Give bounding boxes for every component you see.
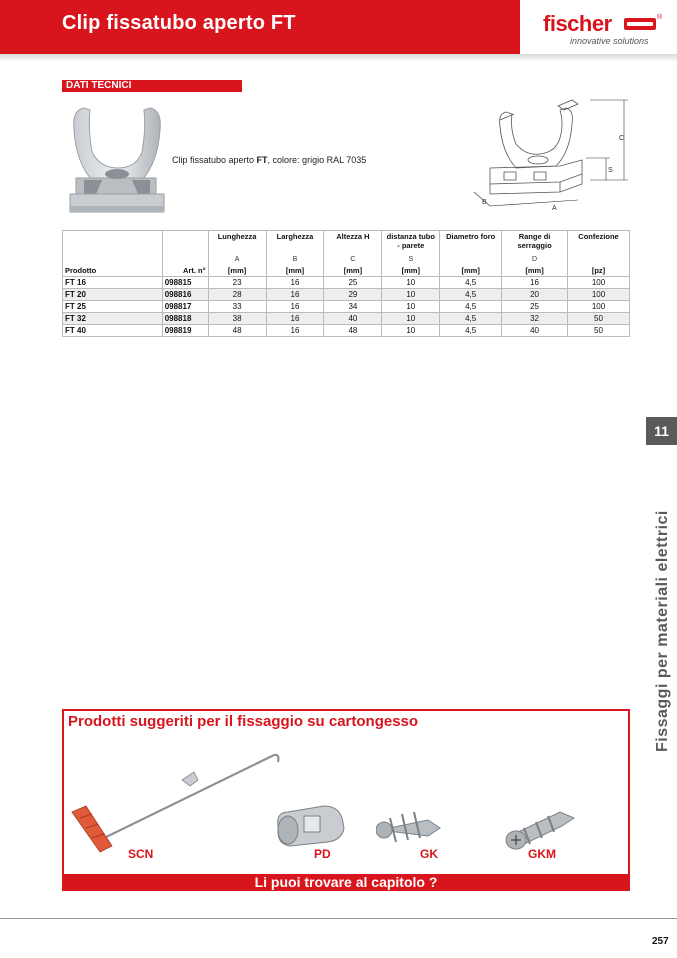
dim-label-a: A — [552, 205, 557, 212]
table-row — [63, 289, 630, 301]
table-cell: FT 16 — [63, 277, 163, 289]
column-symbol — [568, 255, 630, 265]
column-header: Larghezza — [266, 231, 324, 255]
product-label-gk: GK — [420, 847, 438, 861]
table-cell: 100 — [568, 289, 630, 301]
technical-table — [62, 230, 630, 337]
column-header: Range di serraggio — [502, 231, 568, 255]
scn-product-image — [66, 736, 286, 858]
column-symbol: C — [324, 255, 382, 265]
table-cell: FT 40 — [63, 325, 163, 337]
column-unit: Prodotto — [63, 265, 163, 277]
table-cell: 40 — [324, 313, 382, 325]
table-cell: FT 25 — [63, 301, 163, 313]
suggested-products-title: Prodotti suggeriti per il fissaggio su cartongesso — [68, 713, 419, 730]
column-unit: [mm] — [208, 265, 266, 277]
column-unit: [pz] — [568, 265, 630, 277]
table-cell: 4,5 — [440, 289, 502, 301]
page-title: Clip fissatubo aperto FT — [62, 12, 296, 34]
table-cell: 28 — [208, 289, 266, 301]
table-cell: 29 — [324, 289, 382, 301]
table-cell: 33 — [208, 301, 266, 313]
table-cell: FT 20 — [63, 289, 163, 301]
column-symbol — [162, 255, 208, 265]
table-cell: 100 — [568, 277, 630, 289]
table-cell: 098816 — [162, 289, 208, 301]
dim-label-c: C — [619, 135, 625, 142]
table-symbol-row — [63, 255, 630, 265]
table-cell: 20 — [502, 289, 568, 301]
column-header: Diametro foro — [440, 231, 502, 255]
table-row — [63, 313, 630, 325]
table-header-row — [63, 231, 630, 255]
table-cell: 098819 — [162, 325, 208, 337]
table-cell: 100 — [568, 301, 630, 313]
column-symbol — [440, 255, 502, 265]
table-cell: 32 — [502, 313, 568, 325]
table-cell: 40 — [502, 325, 568, 337]
table-cell: 10 — [382, 313, 440, 325]
product-label-pd: PD — [314, 847, 331, 861]
table-cell: 16 — [266, 313, 324, 325]
table-cell: 098817 — [162, 301, 208, 313]
table-unit-row — [63, 265, 630, 277]
column-symbol: D — [502, 255, 568, 265]
chapter-reference-banner: Li puoi trovare al capitolo ? — [62, 874, 630, 891]
table-cell: 4,5 — [440, 325, 502, 337]
column-unit: [mm] — [440, 265, 502, 277]
table-cell: 4,5 — [440, 313, 502, 325]
section-label: DATI TECNICI — [62, 80, 242, 92]
table-cell: 10 — [382, 277, 440, 289]
pd-product-image — [272, 798, 350, 850]
table-cell: 16 — [502, 277, 568, 289]
column-header: Confezione — [568, 231, 630, 255]
column-unit: [mm] — [266, 265, 324, 277]
footer-divider — [0, 918, 677, 919]
header-shadow — [0, 54, 677, 62]
brand-tagline: innovative solutions — [570, 36, 649, 46]
registered-icon: ® — [657, 14, 663, 21]
table-cell: 25 — [502, 301, 568, 313]
column-symbol: S — [382, 255, 440, 265]
table-cell: 10 — [382, 325, 440, 337]
table-cell: 50 — [568, 325, 630, 337]
column-header: Altezza H — [324, 231, 382, 255]
product-label-scn: SCN — [128, 847, 154, 861]
table-cell: FT 32 — [63, 313, 163, 325]
table-cell: 10 — [382, 301, 440, 313]
column-header — [63, 231, 163, 255]
table-cell: 23 — [208, 277, 266, 289]
table-row — [63, 325, 630, 337]
column-header: distanza tubo - parete — [382, 231, 440, 255]
technical-drawing — [460, 96, 640, 221]
column-symbol — [63, 255, 163, 265]
table-cell: 48 — [324, 325, 382, 337]
gk-product-image — [376, 806, 444, 850]
brand-logo: fischer — [543, 11, 612, 36]
table-cell: 16 — [266, 325, 324, 337]
table-cell: 4,5 — [440, 301, 502, 313]
chapter-title: Fissaggi per materiali elettrici — [654, 510, 671, 752]
brand-badge-icon — [624, 18, 656, 30]
column-symbol: B — [266, 255, 324, 265]
column-unit: [mm] — [502, 265, 568, 277]
product-description: Clip fissatubo aperto FT, colore: grigio RAL 7035 — [172, 155, 367, 165]
table-cell: 098818 — [162, 313, 208, 325]
table-cell: 38 — [208, 313, 266, 325]
chapter-number-tab: 11 — [646, 417, 677, 445]
table-cell: 34 — [324, 301, 382, 313]
product-label-gkm: GKM — [528, 847, 556, 861]
column-unit: [mm] — [324, 265, 382, 277]
dim-label-s: S — [608, 167, 613, 174]
column-symbol: A — [208, 255, 266, 265]
table-cell: 50 — [568, 313, 630, 325]
column-unit: [mm] — [382, 265, 440, 277]
dim-label-b: B — [482, 199, 487, 206]
table-cell: 16 — [266, 277, 324, 289]
column-unit: Art. n° — [162, 265, 208, 277]
table-cell: 098815 — [162, 277, 208, 289]
column-header: Lunghezza — [208, 231, 266, 255]
table-cell: 16 — [266, 289, 324, 301]
table-row — [63, 277, 630, 289]
table-cell: 4,5 — [440, 277, 502, 289]
column-header — [162, 231, 208, 255]
table-row — [63, 301, 630, 313]
table-cell: 48 — [208, 325, 266, 337]
table-cell: 10 — [382, 289, 440, 301]
gkm-product-image — [500, 800, 580, 852]
page-number: 257 — [652, 936, 669, 947]
table-cell: 25 — [324, 277, 382, 289]
clip-photo-image — [62, 100, 172, 225]
table-cell: 16 — [266, 301, 324, 313]
